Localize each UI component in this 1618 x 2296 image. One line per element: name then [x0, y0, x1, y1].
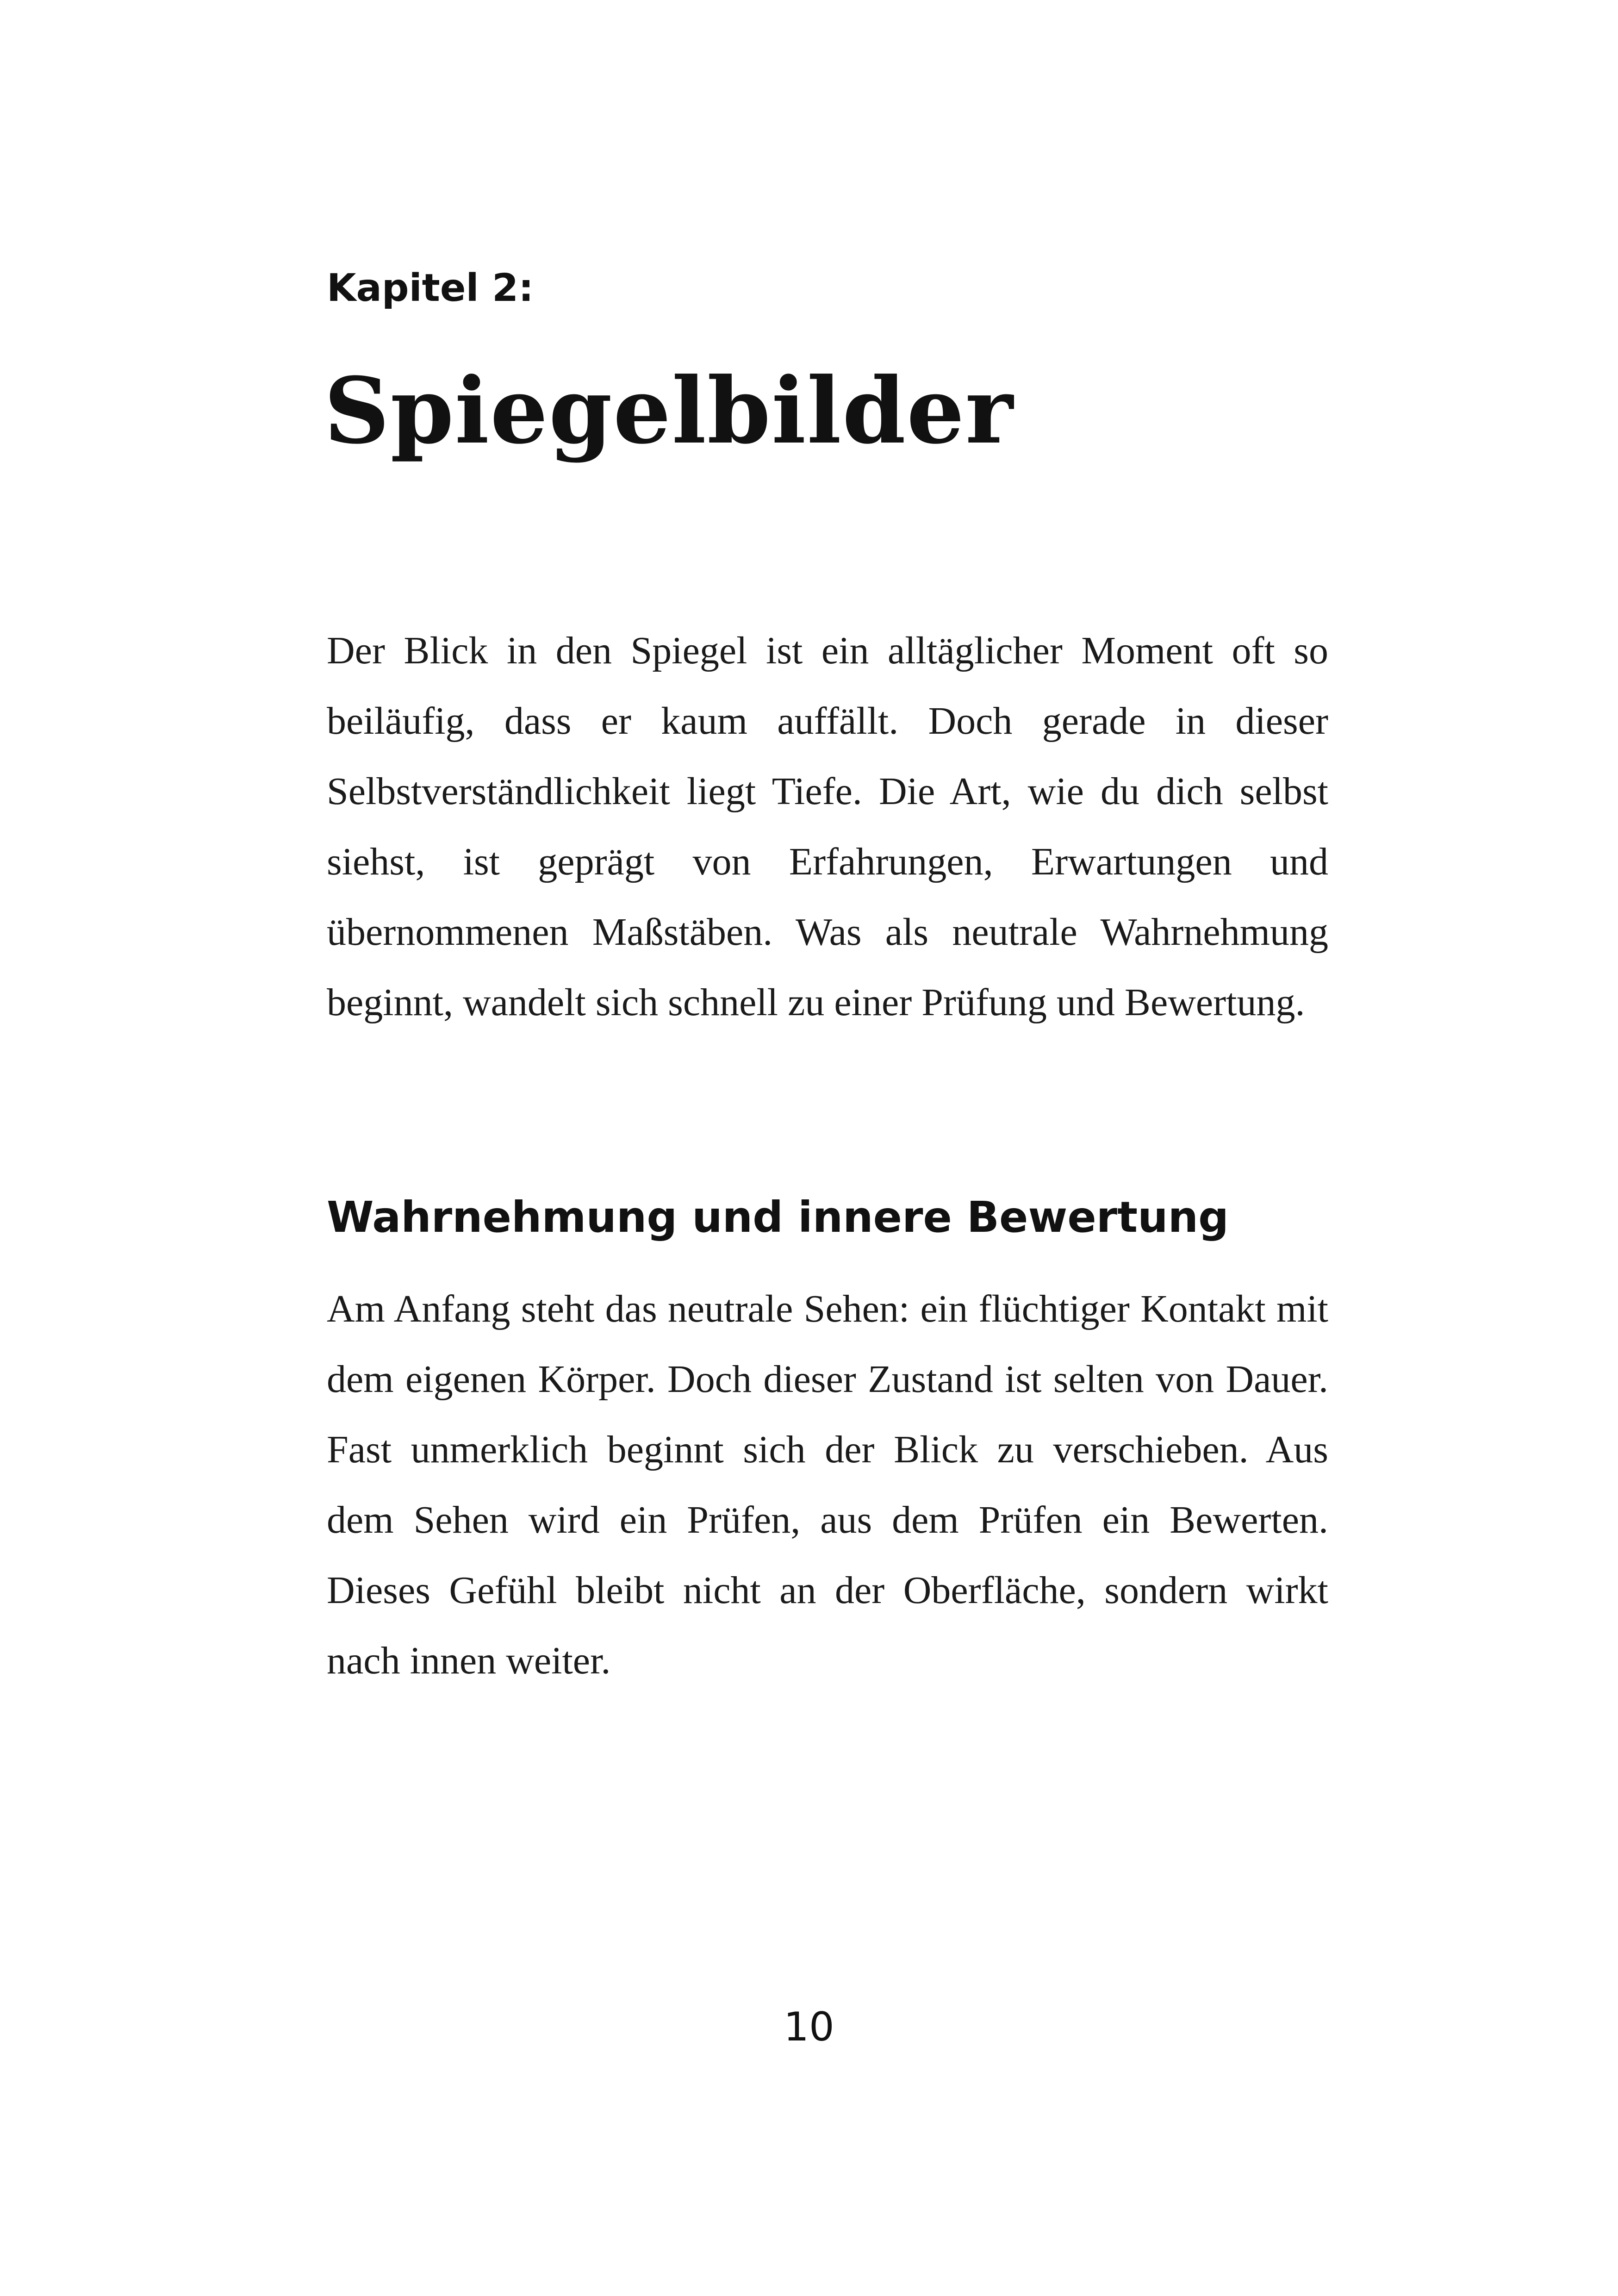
section-paragraph: Am Anfang steht das neutrale Sehen: ein flüchtiger Kontakt mit dem eigenen Körper. Doch dieser Zustand ist selten von Dauer. Fast unmerklich beginnt sich der Blick zu verschieben. Aus dem Sehen wird ein Prüfen, aus dem Prüfen ein Bewerten. Dieses Gefühl bleibt nicht an der Oberfläche, sondern wirkt nach innen weiter.: [327, 1287, 1328, 1682]
intro-paragraph: Der Blick in den Spiegel ist ein alltäglicher Moment oft so beiläufig, dass er kaum auffällt. Doch gerade in dieser Selbstverständlichkeit liegt Tiefe. Die Art, wie du dich selbst siehst, ist geprägt von Erfahrungen, Erwartungen und übernommenen Maßstäben. Was als neutrale Wahrnehmung beginnt, wandelt sich schnell zu einer Prüfung und Bewertung.: [327, 629, 1328, 1024]
chapter-title: Spiegelbilder: [324, 358, 1014, 464]
section-heading: Wahrnehmung und innere Bewertung: [327, 1192, 1229, 1242]
chapter-label: Kapitel 2:: [327, 266, 534, 310]
page-number: 10: [784, 2004, 834, 2050]
